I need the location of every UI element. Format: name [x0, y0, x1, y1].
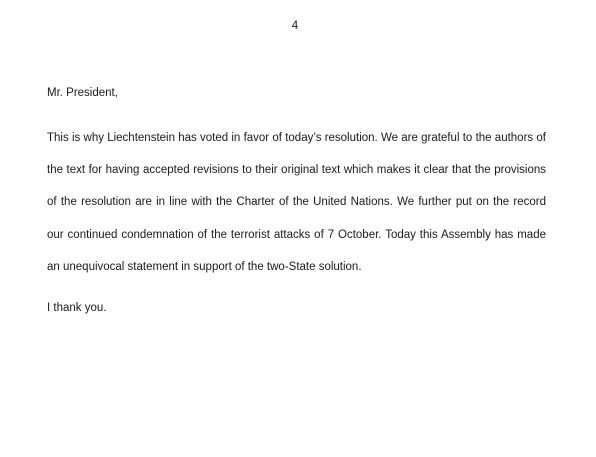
closing-line: I thank you.: [47, 302, 107, 315]
salutation: Mr. President,: [47, 87, 118, 99]
document-body: [47, 84, 546, 317]
page-number: 4: [291, 20, 299, 32]
body-paragraph: This is why Liechtenstein has voted in favor of today’s resolution. We are grateful to the authors of the text for having accepted revisions to their original text which makes it clear that the provisions of the resolution are in line with the Charter of the United Nations. We further put on the record our continued condemnation of the terrorist attacks of 7 October. Today this Assembly has made an unequivocal statement in support of the two-State solution.: [47, 132, 546, 273]
